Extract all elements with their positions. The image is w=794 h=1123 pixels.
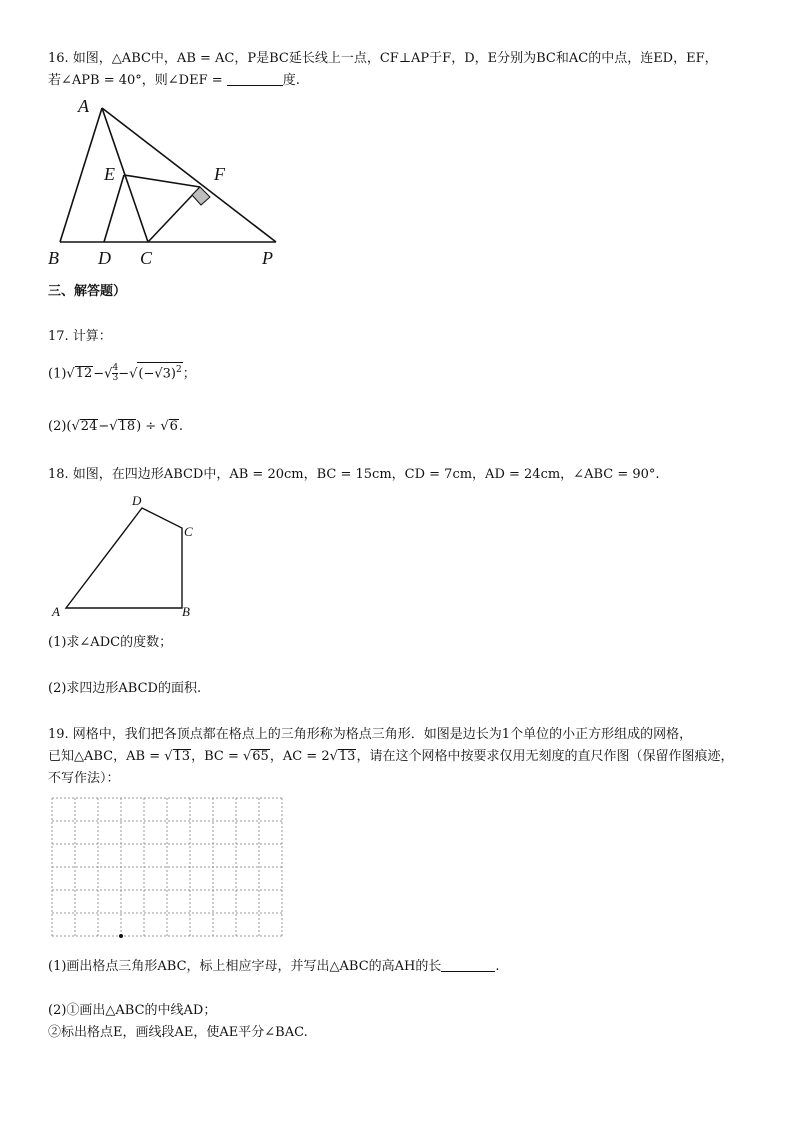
q16-line2-post: 度. bbox=[282, 73, 300, 88]
q19-line2: 已知△ABC，AB = √13，BC = √65，AC = 2√13，请在这个网格中按要求仅用无刻度的直尺作图（保留作图痕迹， bbox=[48, 749, 734, 764]
radicand-ac: 13 bbox=[338, 749, 356, 764]
label-c: C bbox=[184, 524, 193, 539]
radicand-ab: 13 bbox=[173, 749, 191, 764]
q18-figure bbox=[44, 490, 214, 624]
segment-ed bbox=[104, 175, 124, 242]
q19-part2a: (2)①画出△ABC的中线AD； bbox=[48, 1003, 217, 1018]
section-heading: 三、解答题） bbox=[48, 284, 127, 299]
segment-ef bbox=[124, 175, 200, 187]
q18-part1: (1)求∠ADC的度数； bbox=[48, 635, 173, 650]
label-c: C bbox=[140, 248, 153, 268]
q16-line2-pre: 若∠APB = 40°，则∠DEF = bbox=[48, 73, 227, 88]
label-f: F bbox=[214, 164, 225, 184]
quadrilateral-abcd bbox=[66, 508, 182, 608]
q16-figure bbox=[40, 96, 300, 272]
radicand-18: 18 bbox=[118, 419, 136, 434]
label-e: E bbox=[104, 164, 115, 184]
q19-line1: 19. 网格中，我们把各顶点都在格点上的三角形称为格点三角形．如图是边长为1个单位的小正方形组成的网格， bbox=[48, 727, 693, 742]
q17-part1: (1)√12−√ $\frac{4}{3}$ $-√(-√3)^2$； bbox=[48, 363, 196, 384]
grid-point-marker bbox=[119, 934, 123, 938]
q17-part2: (2)(√24−√18) ÷ √6. bbox=[48, 419, 184, 434]
q19-line3: 不写作法）： bbox=[48, 771, 120, 786]
radicand-bc: 65 bbox=[252, 749, 269, 764]
q17-title: 17. 计算： bbox=[48, 329, 112, 344]
q19-part1: (1)画出格点三角形ABC，标上相应字母，并写出△ABC的高AH的长 . bbox=[48, 959, 500, 974]
answer-blank bbox=[441, 958, 495, 972]
label-a: A bbox=[78, 96, 89, 116]
segment-ab bbox=[60, 108, 102, 242]
label-p: P bbox=[262, 248, 273, 268]
q19-grid bbox=[50, 796, 286, 944]
radicand-inner: $(-√3)^2$ bbox=[137, 362, 182, 381]
q19-part2b: ②标出格点E，画线段AE，使AE平分∠BAC. bbox=[48, 1025, 308, 1040]
label-d: D bbox=[98, 248, 111, 268]
q16-line1: 16. 如图，△ABC中，AB = AC，P是BC延长线上一点，CF⊥AP于F，D，E分别为BC和AC的中点，连ED，EF， bbox=[48, 51, 718, 66]
fraction-4-3: $\frac{4}{3}$ bbox=[112, 363, 119, 384]
radicand-6: 6 bbox=[169, 419, 178, 434]
radicand-12: 12 bbox=[75, 366, 93, 382]
label-b: B bbox=[182, 604, 190, 619]
radicand-24: 24 bbox=[80, 419, 98, 434]
label-b: B bbox=[48, 248, 59, 268]
label-a: A bbox=[52, 604, 60, 619]
q17-p1-label: (1) bbox=[48, 366, 67, 382]
q18-title: 18. 如图，在四边形ABCD中，AB = 20cm，BC = 15cm，CD = 7cm，AD = 24cm，∠ABC = 90°. bbox=[48, 467, 660, 482]
label-d: D bbox=[132, 493, 142, 508]
answer-blank bbox=[227, 72, 283, 86]
q18-part2: (2)求四边形ABCD的面积. bbox=[48, 681, 202, 696]
q16-line2 bbox=[48, 72, 300, 90]
